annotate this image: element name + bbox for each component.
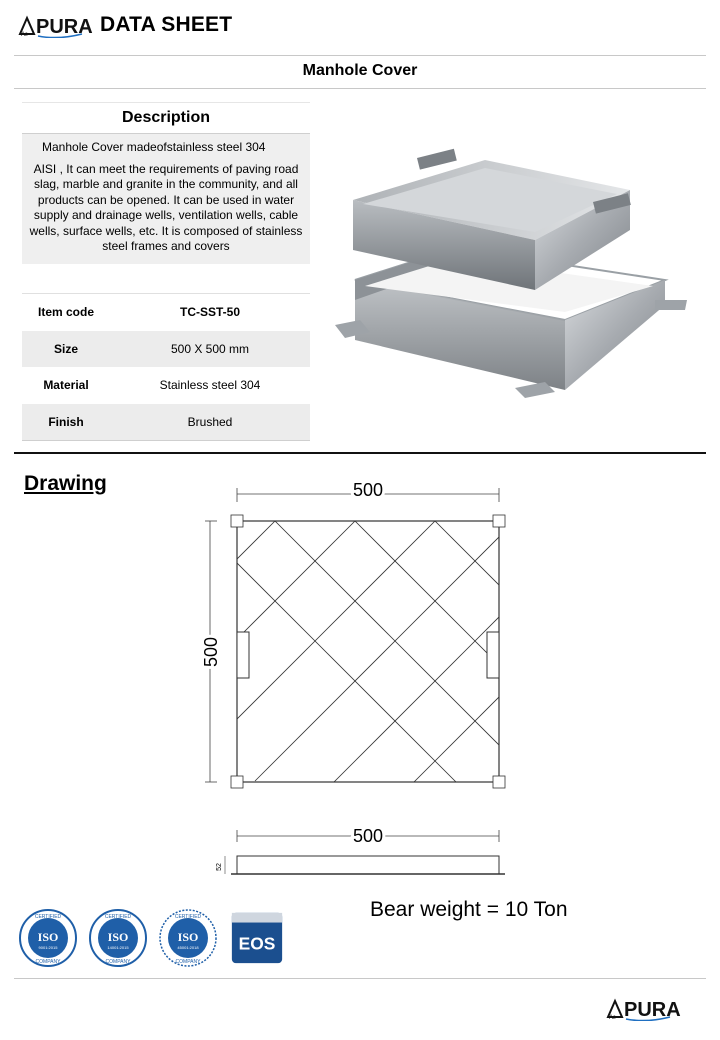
svg-text:CERTIFIED: CERTIFIED [34,914,62,920]
description-heading: Description [22,102,310,134]
side-width-dimension: 500 [352,826,384,846]
height-dimension: 500 [201,636,221,668]
spec-table [22,293,310,441]
pura-logo [18,12,108,38]
description-body [22,134,310,264]
header-brand [18,12,232,38]
iso-9001-badge-icon [18,908,78,968]
svg-text:PURA: PURA [624,999,681,1021]
document-title: Manhole Cover [302,62,418,79]
svg-text:COMPANY: COMPANY [175,959,201,965]
svg-text:Aε: Aε [609,1015,616,1021]
iso-45001-badge-icon [158,908,218,968]
certifications [18,908,286,968]
spec-value: Stainless steel 304 [159,378,261,393]
product-image [335,140,695,410]
svg-text:9001:2015: 9001:2015 [38,945,58,950]
spec-label: Item code [37,305,94,320]
footer-divider [14,978,706,979]
spec-row-size [22,331,310,368]
spec-value: 500 X 500 mm [170,341,250,356]
spec-label: Material [43,378,89,393]
spec-label: Size [53,341,78,356]
description-line1: Manhole Cover madeofstainless steel 304 [42,140,266,154]
spec-row-finish [22,404,310,441]
svg-text:ISO: ISO [177,930,199,944]
spec-label: Finish [48,414,84,429]
svg-text:COMPANY: COMPANY [105,959,131,965]
spec-value: TC-SST-50 [179,305,240,320]
description-text: AISI , It can meet the requirements of paving road slag, marble and granite in the community, and all products can be opened. It can be used in water supply and drainage wells, ventilation wells, cable wells, surface wells, etc. It is composed of stainless steel frames and covers [29,161,303,253]
header-divider [14,55,706,56]
side-height-dimension: 52 [216,863,223,871]
svg-text:EOS: EOS [238,933,276,954]
svg-text:CERTIFIED: CERTIFIED [104,914,132,920]
eos-badge-icon [228,909,286,967]
page-title: DATA SHEET [100,13,233,36]
svg-text:PURA: PURA [36,16,93,38]
bear-weight: Bear weight = 10 Ton [370,898,568,921]
section-divider [14,452,706,454]
description-box [22,102,310,264]
drawing-heading: Drawing [24,472,107,495]
svg-text:ISO: ISO [107,930,129,944]
spec-value: Brushed [187,414,233,429]
technical-drawing [195,470,525,890]
svg-text:45001:2018: 45001:2018 [177,945,199,950]
width-dimension: 500 [352,480,384,500]
svg-text:14001:2015: 14001:2015 [107,945,129,950]
title-divider [14,88,706,89]
svg-text:CERTIFIED: CERTIFIED [174,914,202,920]
spec-row-item-code [22,294,310,331]
svg-text:COMPANY: COMPANY [35,959,61,965]
svg-text:Aε: Aε [21,32,28,38]
footer-pura-logo [606,995,696,1026]
iso-14001-badge-icon [88,908,148,968]
spec-row-material [22,367,310,404]
svg-text:ISO: ISO [37,930,59,944]
